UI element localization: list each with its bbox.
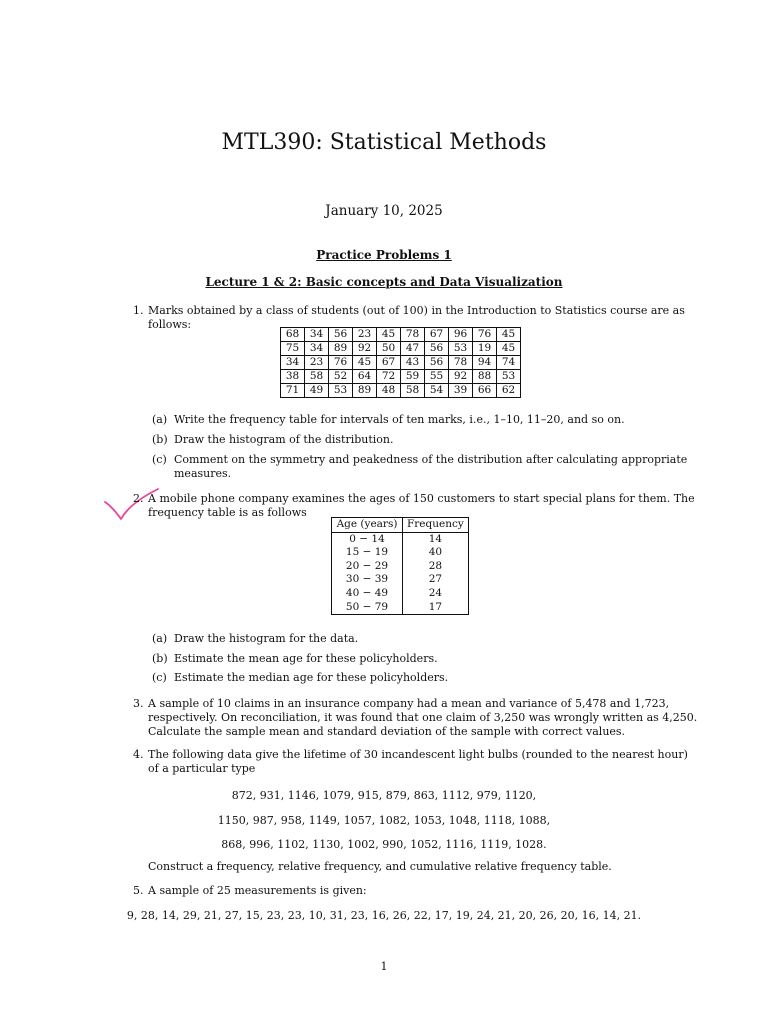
q1-c-label: (c) xyxy=(152,453,167,466)
table-row xyxy=(332,560,469,574)
page-number: 1 xyxy=(380,960,388,973)
marks-table xyxy=(280,327,521,398)
q5-data-line: 9, 28, 14, 29, 21, 27, 15, 23, 23, 10, 31, 23, 16, 26, 22, 17, 19, 24, 21, 20, 26, 20, 16, 14, 21. xyxy=(126,909,642,922)
q3-line-1: A sample of 10 claims in an insurance company had a mean and variance of 5,478 and 1,723, xyxy=(148,697,670,710)
age-cell: 50 − 79 xyxy=(332,601,403,615)
table-cell: 76 xyxy=(329,356,353,370)
q2-c-text: Estimate the median age for these policyholders. xyxy=(174,671,449,684)
age-frequency-table xyxy=(331,517,469,615)
table-cell: 62 xyxy=(497,384,521,398)
q2-c-label: (c) xyxy=(152,671,167,684)
q3-number: 3. xyxy=(133,697,144,710)
table-cell: 58 xyxy=(305,370,329,384)
table-row xyxy=(332,546,469,560)
q2-b-label: (b) xyxy=(152,652,168,665)
q4-line-1: The following data give the lifetime of 30 incandescent light bulbs (rounded to the nearest hour) xyxy=(148,748,688,761)
table-cell: 53 xyxy=(497,370,521,384)
age-cell: 40 − 49 xyxy=(332,587,403,601)
q3-line-2: respectively. On reconciliation, it was found that one claim of 3,250 was wrongly written as 4,250. xyxy=(148,711,698,724)
table-cell: 66 xyxy=(473,384,497,398)
practice-heading: Practice Problems 1 xyxy=(316,248,452,262)
table-cell: 76 xyxy=(473,328,497,342)
q1-c-line-2: measures. xyxy=(174,467,232,480)
table-cell: 55 xyxy=(425,370,449,384)
column-header-age: Age (years) xyxy=(332,518,403,533)
q5-number: 5. xyxy=(133,884,144,897)
table-header-row xyxy=(332,518,469,533)
table-row xyxy=(332,532,469,546)
frequency-cell: 24 xyxy=(403,587,469,601)
q1-line-1: Marks obtained by a class of students (out of 100) in the Introduction to Statistics course are as xyxy=(148,304,685,317)
q2-a-text: Draw the histogram for the data. xyxy=(174,632,359,645)
table-cell: 47 xyxy=(401,342,425,356)
table-row xyxy=(281,384,521,398)
q3-line-3: Calculate the sample mean and standard deviation of the sample with correct values. xyxy=(148,725,626,738)
table-row xyxy=(332,587,469,601)
q2-number: 2. xyxy=(133,492,144,505)
table-cell: 45 xyxy=(377,328,401,342)
frequency-cell: 28 xyxy=(403,560,469,574)
table-cell: 75 xyxy=(281,342,305,356)
table-cell: 56 xyxy=(425,342,449,356)
table-cell: 52 xyxy=(329,370,353,384)
table-cell: 48 xyxy=(377,384,401,398)
table-row xyxy=(332,573,469,587)
document-title: MTL390: Statistical Methods xyxy=(221,130,547,155)
table-cell: 64 xyxy=(353,370,377,384)
q4-data-line-1: 872, 931, 1146, 1079, 915, 879, 863, 1112, 979, 1120, xyxy=(231,789,537,802)
q4-line-3: Construct a frequency, relative frequency, and cumulative relative frequency table. xyxy=(148,860,612,873)
age-cell: 0 − 14 xyxy=(332,532,403,546)
q4-number: 4. xyxy=(133,748,144,761)
frequency-cell: 40 xyxy=(403,546,469,560)
table-cell: 78 xyxy=(401,328,425,342)
q1-b-label: (b) xyxy=(152,433,168,446)
table-cell: 59 xyxy=(401,370,425,384)
table-cell: 38 xyxy=(281,370,305,384)
table-cell: 54 xyxy=(425,384,449,398)
table-cell: 89 xyxy=(353,384,377,398)
table-cell: 34 xyxy=(305,342,329,356)
table-cell: 19 xyxy=(473,342,497,356)
table-cell: 88 xyxy=(473,370,497,384)
frequency-cell: 14 xyxy=(403,532,469,546)
document-date: January 10, 2025 xyxy=(325,203,443,219)
table-cell: 89 xyxy=(329,342,353,356)
q5-line-1: A sample of 25 measurements is given: xyxy=(148,884,367,897)
table-cell: 23 xyxy=(353,328,377,342)
table-cell: 92 xyxy=(449,370,473,384)
q4-line-2: of a particular type xyxy=(148,762,256,775)
table-cell: 74 xyxy=(497,356,521,370)
table-row xyxy=(332,601,469,615)
q1-c-line-1: Comment on the symmetry and peakedness of the distribution after calculating appropriate xyxy=(174,453,688,466)
q4-data-line-3: 868, 996, 1102, 1130, 1002, 990, 1052, 1116, 1119, 1028. xyxy=(221,838,547,851)
table-cell: 94 xyxy=(473,356,497,370)
frequency-cell: 17 xyxy=(403,601,469,615)
table-cell: 53 xyxy=(329,384,353,398)
q1-line-2: follows: xyxy=(148,318,192,331)
q1-a-text: Write the frequency table for intervals of ten marks, i.e., 1–10, 11–20, and so on. xyxy=(174,413,625,426)
table-cell: 72 xyxy=(377,370,401,384)
table-cell: 71 xyxy=(281,384,305,398)
table-cell: 34 xyxy=(305,328,329,342)
q2-b-text: Estimate the mean age for these policyholders. xyxy=(174,652,438,665)
table-row xyxy=(281,342,521,356)
table-cell: 56 xyxy=(329,328,353,342)
q1-number: 1. xyxy=(133,304,144,317)
table-cell: 78 xyxy=(449,356,473,370)
table-cell: 45 xyxy=(497,328,521,342)
table-cell: 67 xyxy=(377,356,401,370)
table-row xyxy=(281,328,521,342)
age-cell: 30 − 39 xyxy=(332,573,403,587)
age-cell: 15 − 19 xyxy=(332,546,403,560)
table-cell: 39 xyxy=(449,384,473,398)
table-row xyxy=(281,370,521,384)
table-cell: 34 xyxy=(281,356,305,370)
q4-data-line-2: 1150, 987, 958, 1149, 1057, 1082, 1053, 1048, 1118, 1088, xyxy=(217,814,551,827)
table-cell: 58 xyxy=(401,384,425,398)
q1-a-label: (a) xyxy=(152,413,168,426)
table-cell: 23 xyxy=(305,356,329,370)
column-header-frequency: Frequency xyxy=(403,518,469,533)
table-cell: 92 xyxy=(353,342,377,356)
table-cell: 45 xyxy=(353,356,377,370)
table-cell: 67 xyxy=(425,328,449,342)
table-cell: 53 xyxy=(449,342,473,356)
table-cell: 50 xyxy=(377,342,401,356)
q2-line-2: frequency table is as follows xyxy=(148,506,307,519)
table-cell: 96 xyxy=(449,328,473,342)
lecture-heading: Lecture 1 & 2: Basic concepts and Data Visualization xyxy=(205,275,563,289)
table-cell: 43 xyxy=(401,356,425,370)
q2-a-label: (a) xyxy=(152,632,168,645)
q1-b-text: Draw the histogram of the distribution. xyxy=(174,433,394,446)
frequency-cell: 27 xyxy=(403,573,469,587)
table-cell: 56 xyxy=(425,356,449,370)
q2-line-1: A mobile phone company examines the ages of 150 customers to start special plans for them. The xyxy=(148,492,695,505)
table-row xyxy=(281,356,521,370)
table-cell: 45 xyxy=(497,342,521,356)
table-cell: 68 xyxy=(281,328,305,342)
age-cell: 20 − 29 xyxy=(332,560,403,574)
table-cell: 49 xyxy=(305,384,329,398)
